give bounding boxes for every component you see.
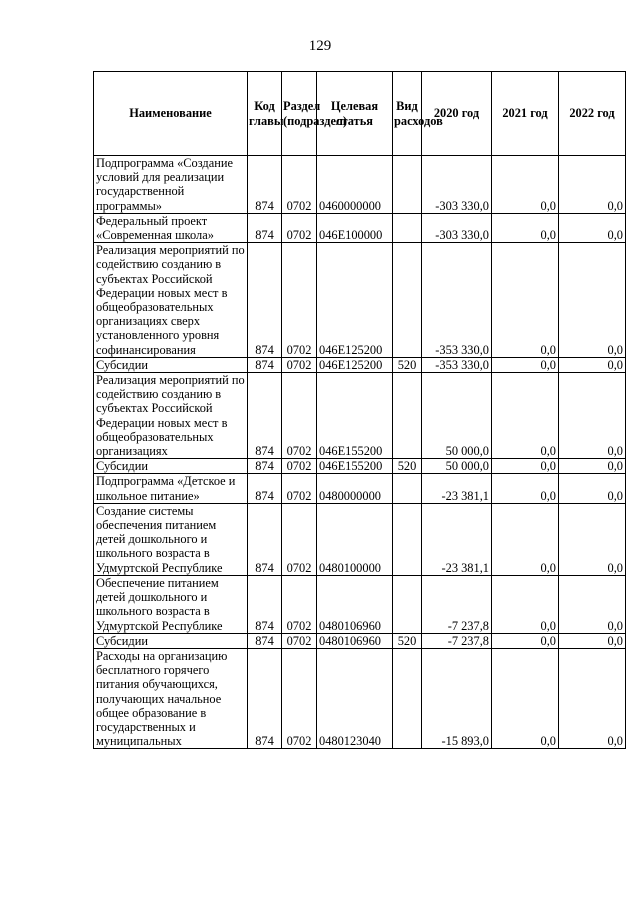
cell-2022: 0,0	[559, 243, 626, 358]
cell-2021: 0,0	[492, 459, 559, 474]
cell-name: Субсидии	[94, 357, 248, 372]
cell-section: 0702	[282, 213, 317, 242]
cell-article: 0480106960	[317, 633, 393, 648]
cell-name: Расходы на организацию бесплатного горячего питания обучающихся, получающих начальное общее образование в государственных и муниципальных	[94, 648, 248, 748]
cell-code: 874	[248, 213, 282, 242]
table-body	[94, 156, 626, 749]
cell-2021: 0,0	[492, 474, 559, 503]
cell-2021: 0,0	[492, 648, 559, 748]
cell-2020: -303 330,0	[422, 213, 492, 242]
cell-code: 874	[248, 648, 282, 748]
cell-2021: 0,0	[492, 243, 559, 358]
cell-code: 874	[248, 357, 282, 372]
cell-section: 0702	[282, 575, 317, 633]
cell-expense: 520	[393, 459, 422, 474]
cell-2021: 0,0	[492, 357, 559, 372]
cell-article: 0480123040	[317, 648, 393, 748]
cell-2022: 0,0	[559, 503, 626, 575]
cell-article: 0480000000	[317, 474, 393, 503]
cell-2020: -23 381,1	[422, 503, 492, 575]
cell-article: 0480106960	[317, 575, 393, 633]
cell-2021: 0,0	[492, 503, 559, 575]
table-row	[94, 633, 626, 648]
page-number: 129	[308, 38, 332, 54]
cell-2020: 50 000,0	[422, 373, 492, 459]
cell-2022: 0,0	[559, 459, 626, 474]
cell-name: Реализация мероприятий по содействию созданию в субъектах Российской Федерации новых мест в общеобразовательных организациях сверх установленного уровня софинансирования	[94, 243, 248, 358]
cell-2020: -7 237,8	[422, 575, 492, 633]
cell-code: 874	[248, 243, 282, 358]
cell-2021: 0,0	[492, 213, 559, 242]
table-row	[94, 648, 626, 748]
cell-article: 046E155200	[317, 373, 393, 459]
cell-section: 0702	[282, 503, 317, 575]
cell-expense: 520	[393, 357, 422, 372]
cell-code: 874	[248, 474, 282, 503]
header-name: Наименование	[94, 72, 248, 156]
cell-2022: 0,0	[559, 213, 626, 242]
cell-expense	[393, 503, 422, 575]
cell-2020: -23 381,1	[422, 474, 492, 503]
cell-2020: -303 330,0	[422, 156, 492, 214]
cell-article: 046E125200	[317, 357, 393, 372]
cell-2021: 0,0	[492, 633, 559, 648]
cell-2022: 0,0	[559, 156, 626, 214]
cell-expense	[393, 156, 422, 214]
header-section: Раздел (подраздел)	[282, 72, 317, 156]
cell-article: 046E100000	[317, 213, 393, 242]
cell-name: Федеральный проект «Современная школа»	[94, 213, 248, 242]
cell-name: Подпрограмма «Создание условий для реализации государственной программы»	[94, 156, 248, 214]
cell-section: 0702	[282, 474, 317, 503]
cell-2020: -15 893,0	[422, 648, 492, 748]
cell-expense	[393, 213, 422, 242]
cell-2020: -353 330,0	[422, 357, 492, 372]
cell-section: 0702	[282, 633, 317, 648]
table-row	[94, 503, 626, 575]
cell-code: 874	[248, 633, 282, 648]
table-row	[94, 357, 626, 372]
header-2021: 2021 год	[492, 72, 559, 156]
cell-name: Создание системы обеспечения питанием детей дошкольного и школьного возраста в Удмуртской Республике	[94, 503, 248, 575]
table-row	[94, 373, 626, 459]
header-article: Целевая статья	[317, 72, 393, 156]
cell-2022: 0,0	[559, 575, 626, 633]
cell-section: 0702	[282, 648, 317, 748]
cell-2020: 50 000,0	[422, 459, 492, 474]
cell-code: 874	[248, 459, 282, 474]
cell-2022: 0,0	[559, 474, 626, 503]
cell-code: 874	[248, 373, 282, 459]
table-row	[94, 459, 626, 474]
header-code: Код главы	[248, 72, 282, 156]
table-row	[94, 474, 626, 503]
header-expense: Вид расходов	[393, 72, 422, 156]
table-row	[94, 575, 626, 633]
cell-name: Обеспечение питанием детей дошкольного и школьного возраста в Удмуртской Республике	[94, 575, 248, 633]
cell-code: 874	[248, 156, 282, 214]
header-2020: 2020 год	[422, 72, 492, 156]
cell-2021: 0,0	[492, 575, 559, 633]
cell-section: 0702	[282, 156, 317, 214]
cell-code: 874	[248, 503, 282, 575]
cell-article: 046E125200	[317, 243, 393, 358]
cell-name: Подпрограмма «Детское и школьное питание»	[94, 474, 248, 503]
cell-article: 0480100000	[317, 503, 393, 575]
cell-2022: 0,0	[559, 648, 626, 748]
cell-section: 0702	[282, 357, 317, 372]
cell-article: 0460000000	[317, 156, 393, 214]
cell-name: Реализация мероприятий по содействию созданию в субъектах Российской Федерации новых мест в общеобразовательных организациях	[94, 373, 248, 459]
cell-article: 046E155200	[317, 459, 393, 474]
cell-expense	[393, 373, 422, 459]
budget-table	[93, 71, 626, 749]
table-row	[94, 243, 626, 358]
cell-2020: -7 237,8	[422, 633, 492, 648]
cell-expense	[393, 575, 422, 633]
cell-2022: 0,0	[559, 373, 626, 459]
cell-code: 874	[248, 575, 282, 633]
cell-name: Субсидии	[94, 459, 248, 474]
table-row	[94, 213, 626, 242]
cell-section: 0702	[282, 373, 317, 459]
table-row	[94, 156, 626, 214]
cell-section: 0702	[282, 459, 317, 474]
cell-section: 0702	[282, 243, 317, 358]
cell-2022: 0,0	[559, 357, 626, 372]
cell-2022: 0,0	[559, 633, 626, 648]
cell-expense: 520	[393, 633, 422, 648]
cell-expense	[393, 648, 422, 748]
cell-2021: 0,0	[492, 373, 559, 459]
cell-expense	[393, 474, 422, 503]
table-header-row	[94, 72, 626, 156]
cell-name: Субсидии	[94, 633, 248, 648]
cell-expense	[393, 243, 422, 358]
cell-2020: -353 330,0	[422, 243, 492, 358]
cell-2021: 0,0	[492, 156, 559, 214]
header-2022: 2022 год	[559, 72, 626, 156]
